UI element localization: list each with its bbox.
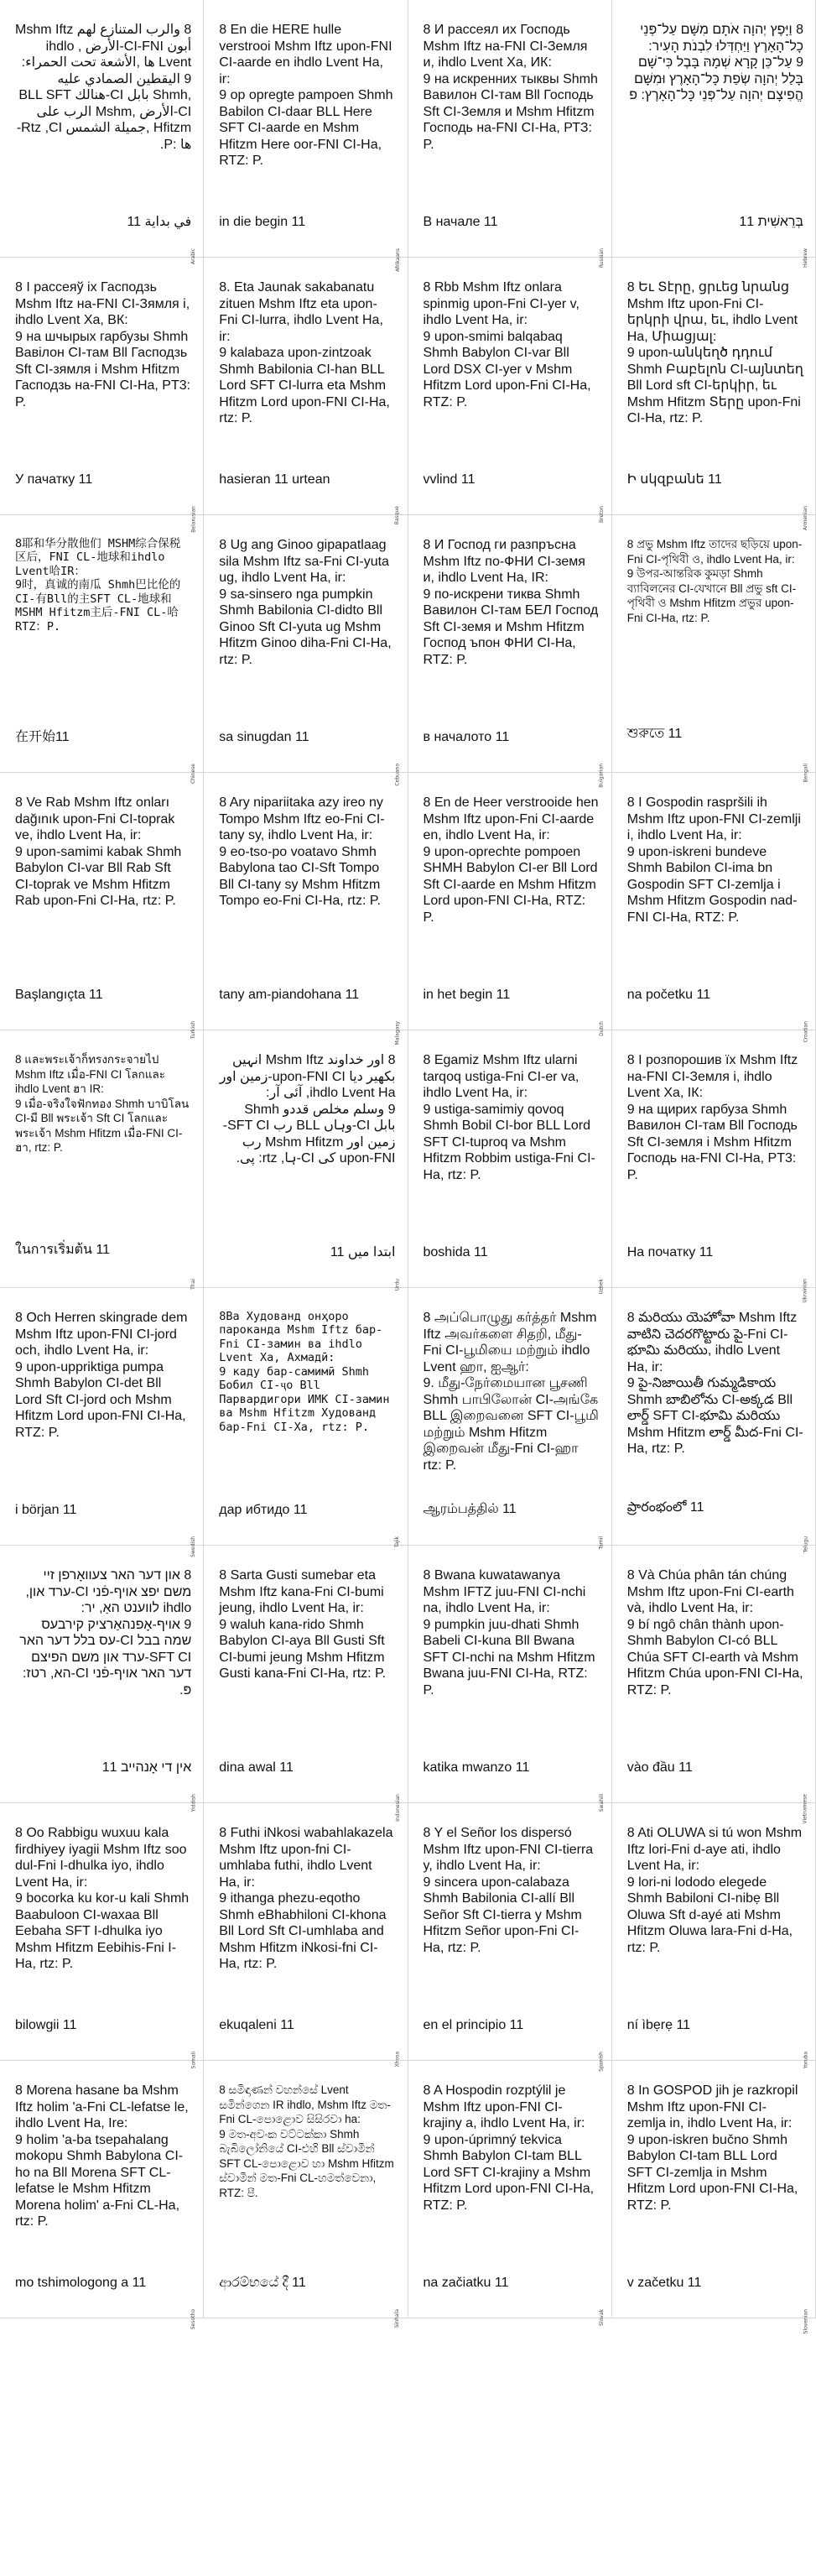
language-label: Indonesian bbox=[394, 1794, 401, 1822]
verse-reference: শুরুতে 11 bbox=[626, 727, 683, 741]
verse-card bbox=[408, 1030, 612, 1295]
verse-reference: sa sinugdan 11 bbox=[219, 730, 309, 744]
language-label: Arabic bbox=[190, 248, 197, 265]
language-label: Belarusian bbox=[190, 506, 197, 533]
language-label: Dutch bbox=[598, 1021, 605, 1036]
verse-text: 8 Ug ang Ginoo gipapatlaag sila Mshm Iftz sa-Fni CI-yuta ug, ihdlo Lvent Ha, ir: 9 sa-sinsero nga pumpkin Shmh Babilonia CI-didto Bll Ginoo Sft CI-yuta ug Mshm Hfitzm Ginoo diha-Fni CI-Ha, rtz: P. bbox=[219, 538, 392, 667]
language-label: Swahili bbox=[598, 1794, 605, 1812]
verse-card bbox=[204, 1803, 408, 2068]
verse-text: 8Ва Худованд онҳоро пароканда Mshm Iftz бар-Fni CI-замин ва ihdlo Lvent Ха, Ахмадӣ: 9 каду бар-самимӣ Shmh Бобил CI-ҷо Bll Парвардигори ИМК CI-замин ва Mshm Hfitzm Худованд бар-Fni CI-Ха, rtz: P. bbox=[219, 1310, 390, 1434]
verse-text: 8 I Gospodin raspršili ih Mshm Iftz upon-FNI CI-zemlji i, ihdlo Lvent Ha, ir: 9 upon-iskreni bundeve Shmh Babilon CI-ima bn Gospodin SFT CI-zemlja i Mshm Hfitzm Gospodin nad-FNI CI-Ha, RTZ: P. bbox=[626, 795, 801, 925]
language-label: Yoruba bbox=[803, 2052, 808, 2069]
verse-card bbox=[0, 773, 204, 1040]
verse-reference: У пачатку 11 bbox=[15, 472, 93, 487]
verse-card bbox=[204, 515, 408, 786]
language-label: Ukrainian bbox=[803, 1279, 808, 1303]
language-label: Malagasy bbox=[394, 1021, 401, 1046]
language-label: Cebuano bbox=[394, 764, 401, 786]
verse-text: 8 И рассеял их Господь Mshm Iftz на-FNI CI-Земля и, ihdlo Lvent Ха, ИК: 9 на искренних тыквы Shmh Вавилон CI-там Bll Господь Sft CI-Земля и Mshm Hfitzm Господь на-FNI CI-Ha, РТЗ: P. bbox=[423, 23, 598, 152]
language-label: Somali bbox=[190, 2052, 197, 2069]
verse-reference: ప్రారంభంలో 11 bbox=[626, 1500, 704, 1515]
language-label: Tajik bbox=[394, 1536, 401, 1548]
verse-card bbox=[408, 0, 612, 269]
verse-card bbox=[408, 258, 612, 523]
language-label: Uzbek bbox=[598, 1279, 605, 1295]
verse-reference: ekuqaleni 11 bbox=[219, 2018, 294, 2032]
language-label: Vietnamese bbox=[803, 1794, 808, 1824]
verse-reference: in het begin 11 bbox=[423, 988, 511, 1002]
verse-card bbox=[0, 1288, 204, 1557]
verse-card bbox=[408, 1288, 612, 1550]
verse-text: 8 Rbb Mshm Iftz onlara spinmig upon-Fni CI-yer v, ihdlo Lvent Ha, ir: 9 upon-smimi balqabaq Shmh Babylon CI-var Bll Lord DSX CI-yer v Mshm Hfitzm Lord upon-Fni CI-Ha, RTZ: P. bbox=[423, 280, 591, 409]
verse-text: 8 In GOSPOD jih je razkropil Mshm Iftz upon-FNI CI-zemlja in, ihdlo Lvent Ha, ir: 9 upon-iskren bučno Shmh Babylon CI-tam BLL Lord SFT CI-zemlja in Mshm Hfitzm Lord upon-FNI CI-Ha, RTZ: P. bbox=[626, 2083, 798, 2213]
verse-card bbox=[612, 2061, 816, 2334]
verse-card bbox=[408, 515, 612, 788]
language-label: Thai bbox=[190, 1279, 197, 1290]
language-label: Slovak bbox=[598, 2309, 605, 2326]
verse-text: 8 וַיָּפֶץ יְהוָה אֹתָם מִשָּׁם עַל־פְּנֵי כָל־הָאָרֶץ וַיַּחְדְּלוּ לִבְנֹת הָעִיר: 9 עַל־כֵּן קָרָא שְׁמָהּ בָּבֶל כִּי־שָׁם בָּלַל יְהוָה שְׂפַת כָּל־הָאָרֶץ וּמִשָּׁם הֱפִיצָם יְהוָה עַל־פְּנֵי כָּל־הָאָרֶץ: פ bbox=[629, 23, 803, 103]
verse-card bbox=[0, 515, 204, 784]
language-label: Breton bbox=[598, 506, 605, 523]
verse-text: 8 والرب المتنازع لهم Mshm Iftz أبون CI-FNI-الأرض , ihdlo Lvent ها ,الأشعة تحت الحمراء: 9 اليقطين الصمادي عليه ,Shmh بابل CI-هنالك BLL SFT CI-الأرض ,Mshm الرب على Hfitzm ,جميلة الشمس Rtz ,CI-ها :P. bbox=[15, 23, 192, 152]
verse-card bbox=[408, 1803, 612, 2072]
verse-card bbox=[0, 1546, 204, 1812]
verse-card bbox=[612, 258, 816, 530]
language-label: Armenian bbox=[803, 506, 808, 530]
language-label: Slovenian bbox=[803, 2309, 808, 2334]
verse-text: 8 En die HERE hulle verstrooi Mshm Iftz upon-FNI CI-aarde en ihdlo Lvent Ha, ir: 9 op opregte pampoen Shmh Babilon CI-daar BLL Here SFT CI-aarde en Mshm Hfitzm Here oor-FNI CI-Ha, RTZ: P. bbox=[219, 23, 393, 169]
language-label: Bengali bbox=[803, 764, 808, 783]
language-label: Basque bbox=[394, 506, 401, 525]
language-label: Chinese bbox=[190, 764, 197, 784]
language-label: Turkish bbox=[190, 1021, 197, 1040]
verse-text: 8 Bwana kuwatawanya Mshm IFTZ juu-FNI CI-nchi na, ihdlo Lvent Ha, ir: 9 pumpkin juu-dhati Shmh Babeli CI-kuna Bll Bwana SFT CI-nchi na Mshm Hfitzm Bwana juu-FNI CI-Ha, RTZ: P. bbox=[423, 1568, 595, 1697]
verse-reference: בְּרֵאשִׁית 11 bbox=[739, 215, 803, 229]
verse-text: 8 Ary nipariitaka azy ireo ny Tompo Mshm Iftz eo-Fni CI-tany sy, ihdlo Lvent Ha, ir: 9 eo-tso-po voatavo Shmh Babylona tao CI-Sft Tompo Bll CI-tany sy Mshm Hfitzm Tompo eo-Fni CI-Ha, rtz: P. bbox=[219, 795, 385, 909]
language-label: Sinhala bbox=[394, 2309, 401, 2328]
verse-card bbox=[612, 0, 816, 268]
verse-card bbox=[408, 2061, 612, 2326]
verse-reference: na začiatku 11 bbox=[423, 2276, 509, 2290]
verse-reference: vvlind 11 bbox=[423, 472, 476, 487]
verse-text: 8 Sarta Gusti sumebar eta Mshm Iftz kana-Fni CI-bumi jeung, ihdlo Lvent Ha, ir: 9 waluh kana-rido Shmh Babylon CI-aya Bll Gusti Sft CI-bumi jeung Mshm Hfitzm Gusti kana-Fni CI-Ha, rtz: P. bbox=[219, 1568, 387, 1682]
verse-reference: v začetku 11 bbox=[626, 2276, 702, 2290]
verse-text: 8耶和华分散他们 MSHM综合保税区后，FNI CL-地球和ihdlo Lvent哈IR： 9时，真诚的南瓜 Shmh巴比伦的CI-有Bll的主SFT CL-地球和MSHM Hfitzm主后-FNI CL-哈RTZ：P. bbox=[15, 537, 181, 634]
verse-reference: mo tshimologong a 11 bbox=[15, 2276, 147, 2290]
verse-text: 8 І рассеяў іх Гасподзь Mshm Iftz на-FNI CI-Зямля і, ihdlo Lvent Ха, ВК: 9 на шчырых гарбузы Shmh Вавілон CI-там Bll Гасподзь Sft CI-зямля і Mshm Hfitzm Гасподзь на-FNI CI-Ha, PT3: P. bbox=[15, 280, 191, 409]
language-label: Tamil bbox=[598, 1536, 605, 1550]
language-label: Bulgarian bbox=[598, 764, 605, 788]
verse-reference: tany am-piandohana 11 bbox=[219, 988, 360, 1002]
verse-card bbox=[0, 258, 204, 533]
verse-card bbox=[204, 1288, 408, 1546]
language-label: Russian bbox=[598, 248, 605, 269]
verse-text: 8 Ati OLUWA si tú won Mshm Iftz lori-Fni d-aye ati, ihdlo Lvent Ha, ir: 9 lori-ni lododo elegede Shmh Babiloni CI-nibẹ Bll Oluwa Sft d-ayé ati Mshm Hfitzm Oluwa lara-Fni d-Ha, rtz: P. bbox=[626, 1826, 803, 1955]
verse-reference: ในการเริ่มต้น 11 bbox=[15, 1243, 111, 1257]
verse-text: 8 Futhi iNkosi wabahlakazela Mshm Iftz upon-fni CI-umhlaba futhi, ihdlo Lvent Ha, ir: 9 ithanga phezu-eqotho Shmh eBhabhiloni CI-khona Bll Lord Sft CI-umhlaba and Mshm Hfitzm iNkosi-fni CI-Ha, rtz: P. bbox=[219, 1826, 393, 1972]
verse-card bbox=[408, 1546, 612, 1812]
language-label: Sesotho bbox=[190, 2309, 197, 2330]
verse-reference: Başlangıçta 11 bbox=[15, 988, 103, 1002]
verse-text: 8 En de Heer verstrooide hen Mshm Iftz upon-Fni CI-aarde en, ihdlo Lvent Ha, ir: 9 upon-oprechte pompoen SHMH Babylon CI-er Bll Lord Sft CI-aarde en Mshm Hfitzm Lord upon-FNI CI-Ha, RTZ: P. bbox=[423, 795, 599, 925]
verse-card bbox=[204, 2061, 408, 2328]
verse-text: 8 און דער האר צעוואָרפן זיי משם יפצ אויף-פֿני CI-ערד און, ihdlo לווענט האַ, יר: 9 אויף-אָפנהאַרציק קירבעס שמה בבל CI-עס בלל דער האר SFT CI-ערד און משם הפיצם דער האר אויף-פֿני CI-הא, רטז: פּ. bbox=[19, 1568, 192, 1697]
verse-text: 8 அப்பொழுது கர்த்தர் Mshm Iftz அவர்களை சிதறி, மீது-Fni CI-பூமியை மற்றும் ihdlo Lvent ஹா, ஐஆர்: 9. மீது-நேர்மையான பூசணி Shmh பாபிலோன் CI-அங்கே BLL இறைவனை SFT CI-பூமி மற்றும் Mshm Hfitzm இறைவன் மீது-Fni CI-ஹா rtz: P. bbox=[423, 1311, 599, 1473]
verse-card bbox=[612, 773, 816, 1043]
verse-card bbox=[612, 1803, 816, 2069]
verse-text: 8 Och Herren skingrade dem Mshm Iftz upon-FNI CI-jord och, ihdlo Lvent Ha, ir: 9 upon-uppriktiga pumpa Shmh Babylon CI-det Bll Lord Sft CI-jord och Mshm Hfitzm Lord upon-FNI CI-Ha, RTZ: P. bbox=[15, 1311, 188, 1440]
verse-text: 8 และพระเจ้าก็ทรงกระจายไป Mshm Iftz เมื่อ-FNI CI โลกและ ihdlo Lvent ฮา IR: 9 เมื่อ-จริงใจฟักทอง Shmh บาบิโลน CI-มี Bll พระเจ้า Sft CI โลกและพระเจ้า Mshm Hfitzm เมื่อ-FNI CI-ฮา, rtz: P. bbox=[15, 1053, 190, 1155]
language-label: Urdu bbox=[394, 1279, 401, 1291]
verse-text: 8 Եւ Տէրը, ցրւեց նրանց Mshm Iftz upon-Fni CI-երկրի վրա, եւ, ihdlo Lvent Ha, Միացյալ: 9 upon-անկեղծ դդում Shmh Բաբելոն CI-այնտեղ Bll Lord sft CI-երկիր, եւ Mshm Hfitzm Տերը upon-Fni CI-Ha, rtz: P. bbox=[626, 280, 803, 426]
verse-card bbox=[612, 1288, 816, 1553]
verse-reference: Ի սկզբանե 11 bbox=[626, 472, 722, 487]
verse-card bbox=[0, 0, 204, 265]
verse-card bbox=[612, 515, 816, 783]
verse-card bbox=[204, 0, 408, 272]
verse-text: 8 প্রভু Mshm Iftz তাদের ছড়িয়ে upon-Fni CI-পৃথিবী ও, ihdlo Lvent Ha, ir: 9 উপর-আন্তরিক কুমড়া Shmh ব্যাবিলনের CI-যেখানে Bll প্রভু sft CI-পৃথিবী ও Mshm Hfitzm প্রভুর upon-Fni CI-Ha, rtz: P. bbox=[626, 538, 803, 624]
verse-card bbox=[408, 773, 612, 1036]
language-label: Yiddish bbox=[190, 1794, 197, 1812]
verse-card bbox=[204, 773, 408, 1046]
verse-reference: dina awal 11 bbox=[219, 1760, 294, 1775]
language-label: Spanish bbox=[598, 2052, 605, 2072]
verse-reference: bilowgii 11 bbox=[15, 2018, 77, 2032]
verse-text: 8 Egamiz Mshm Iftz ularni tarqoq ustiga-Fni CI-er va, ihdlo Lvent Ha, ir: 9 ustiga-samimiy qovoq Shmh Bobil CI-bor BLL Lord SFT CI-tuproq va Mshm Hfitzm Robbim ustiga-Fni CI-Ha, rtz: P. bbox=[423, 1053, 595, 1182]
verse-reference: in die begin 11 bbox=[219, 215, 306, 229]
verse-text: 8 Morena hasane ba Mshm Iftz holim 'a-Fni CL-lefatse le, ihdlo Lvent Ha, Ire: 9 holim 'a-ba tsepahalang mokopu Shmh Babylona CI-ho na Bll Morena SFT CL-lefatse le Mshm Hfitzm Morena holim' a-Fni CL-Ha, rtz: P. bbox=[15, 2083, 189, 2229]
verse-card bbox=[612, 1030, 816, 1303]
verse-reference: дар ибтидо 11 bbox=[219, 1503, 308, 1517]
verse-card bbox=[612, 1546, 816, 1824]
verse-text: 8 И Господ ги разпръсна Mshm Iftz по-ФНИ CI-земя и, ihdlo Lvent Ha, IR: 9 по-искрени тиква Shmh Вавилон CI-там БЕЛ Господ Sft CI-земя и Mshm Hfitzm Господ ъпон ФНИ CI-Ha, RTZ: P. bbox=[423, 538, 599, 667]
language-label: Swedish bbox=[190, 1536, 197, 1557]
language-label: Hebrew bbox=[803, 248, 808, 268]
verse-reference: vào đầu 11 bbox=[626, 1760, 693, 1775]
verse-reference: hasieran 11 urtean bbox=[219, 472, 330, 487]
verse-reference: en el principio 11 bbox=[423, 2018, 524, 2032]
verse-reference: אין די אָנהייב 11 bbox=[101, 1760, 192, 1775]
verse-text: 8 اور خداوند Mshm Iftz انہیں بکھیر دیا upon-FNI CI-زمین اور ihdlo Lvent Ha, آئی آر: 9 وسلم مخلص قددو Shmh بابل CI-وہاں BLL رب SFT CI-زمین اور Mshm Hfitzm رب upon-FNI کی CI-ہا, rtz: پی. bbox=[219, 1053, 396, 1166]
verse-reference: в началото 11 bbox=[423, 730, 510, 744]
verse-text: 8 మరియు యెహోవా Mshm Iftz వాటిని చెదరగొట్టారు పై-Fni CI-భూమి మరియు, ihdlo Lvent Ha, ir: 9 పై-నిజాయితీ గుమ్మడికాయ Shmh బాబిలోను CI-అక్కడ Bll లార్డ్ SFT CI-భూమి మరియు Mshm Hfitzm లార్డ్ మీద-Fni CI-Ha, rtz: P. bbox=[626, 1311, 803, 1457]
verse-text: 8 Oo Rabbigu wuxuu kala firdhiyey iyagii Mshm Iftz soo dul-Fni I-dhulka iyo, ihdlo Lvent Ha, ir: 9 bocorka ku kor-u kali Shmh Baabuloon CI-waxaa Bll Eebaha SFT I-dhulka iyo Mshm Hfitzm Eebihis-Fni I-Ha, rtz: P. bbox=[15, 1826, 190, 1972]
verse-reference: na početku 11 bbox=[626, 988, 711, 1002]
verse-reference: في بداية 11 bbox=[127, 215, 192, 229]
verse-reference: i början 11 bbox=[15, 1503, 77, 1517]
verse-reference: На початку 11 bbox=[626, 1245, 714, 1259]
language-label: Croatian bbox=[803, 1021, 808, 1043]
verse-reference: В начале 11 bbox=[423, 215, 498, 229]
verse-card bbox=[0, 2061, 204, 2330]
verse-text: 8 Và Chúa phân tán chúng Mshm Iftz upon-Fni CI-earth và, ihdlo Lvent Ha, ir: 9 bí ngô chân thành upon-Shmh Babylon CI-có BLL Chúa SFT CI-earth và Mshm Hfitzm Chúa upon-FNI CI-Ha, RTZ: P. bbox=[626, 1568, 803, 1697]
verse-reference: ابتدا میں 11 bbox=[330, 1245, 396, 1259]
language-label: Afrikaans bbox=[394, 248, 401, 272]
verse-card bbox=[204, 258, 408, 525]
verse-card bbox=[204, 1546, 408, 1822]
verse-card bbox=[0, 1030, 204, 1288]
verse-card bbox=[204, 1030, 408, 1291]
language-label: Xhosa bbox=[394, 2052, 401, 2068]
verse-text: 8 සමිඳාණන් වහන්සේ Lvent සමින්ගෙන IR ihdlo, Mshm Iftz මත-Fni CL-පොළොව සිසිරවා ha: 9 මත-අවංක වට්ටක්කා Shmh බැබිලෝනියේ CI-එහි Bll ස්වාමීන් SFT CL-පොළොව හා Mshm Hfitzm ස්වාමීන් මත-Fni CL-හමත්වෙනා, RTZ: පී. bbox=[219, 2083, 394, 2199]
verse-text: 8 A Hospodin rozptýlil je Mshm Iftz upon-FNI CI-krajiny a, ihdlo Lvent Ha, ir: 9 upon-úprimný tekvica Shmh Babylon CI-tam BLL Lord SFT CI-krajiny a Mshm Hfitzm Lord upon-FNI CI-Ha, RTZ: P. bbox=[423, 2083, 595, 2213]
verse-text: 8. Eta Jaunak sakabanatu zituen Mshm Iftz eta upon-Fni CI-lurra, ihdlo Lvent Ha, ir: 9 kalabaza upon-zintzoak Shmh Babilonia CI-han BLL Lord SFT CI-lurra eta Mshm Hfitzm Lord upon-FNI CI-Ha, rtz: P. bbox=[219, 280, 390, 426]
verse-text: 8 І розпорошив їх Mshm Iftz на-FNI CI-Земля і, ihdlo Lvent Ха, ІК: 9 на щирих гарбуза Shmh Вавилон CI-там Bll Господь Sft CI-земля і Mshm Hfitzm Господь на-FNI CI-Ha, PT3: P. bbox=[626, 1053, 798, 1182]
verse-reference: ní ìbẹrẹ 11 bbox=[626, 2018, 691, 2032]
verse-reference: ආරම්භයේ දී 11 bbox=[219, 2276, 306, 2290]
verse-text: 8 Ve Rab Mshm Iftz onları dağınık upon-Fni CI-toprak ve, ihdlo Lvent Ha, ir: 9 upon-samimi kabak Shmh Babylon CI-var Bll Rab Sft CI-toprak ve Mshm Hfitzm Rab upon-Fni CI-Ha, rtz: P. bbox=[15, 795, 182, 909]
verse-text: 8 Y el Señor los dispersó Mshm Iftz upon-FNI CI-tierra y, ihdlo Lvent Ha, ir: 9 sincera upon-calabaza Shmh Babilonia CI-allí Bll Señor Sft CI-tierra y Mshm Hfitzm Señor upon-Fni CI-Ha, rtz: P. bbox=[423, 1826, 594, 1955]
verse-reference: 在开始11 bbox=[15, 730, 70, 744]
verse-reference: boshida 11 bbox=[423, 1245, 488, 1259]
language-label: Telugu bbox=[803, 1536, 808, 1553]
verse-reference: ஆரம்பத்தில் 11 bbox=[423, 1502, 517, 1516]
verse-card bbox=[0, 1803, 204, 2069]
verse-reference: katika mwanzo 11 bbox=[423, 1760, 530, 1775]
